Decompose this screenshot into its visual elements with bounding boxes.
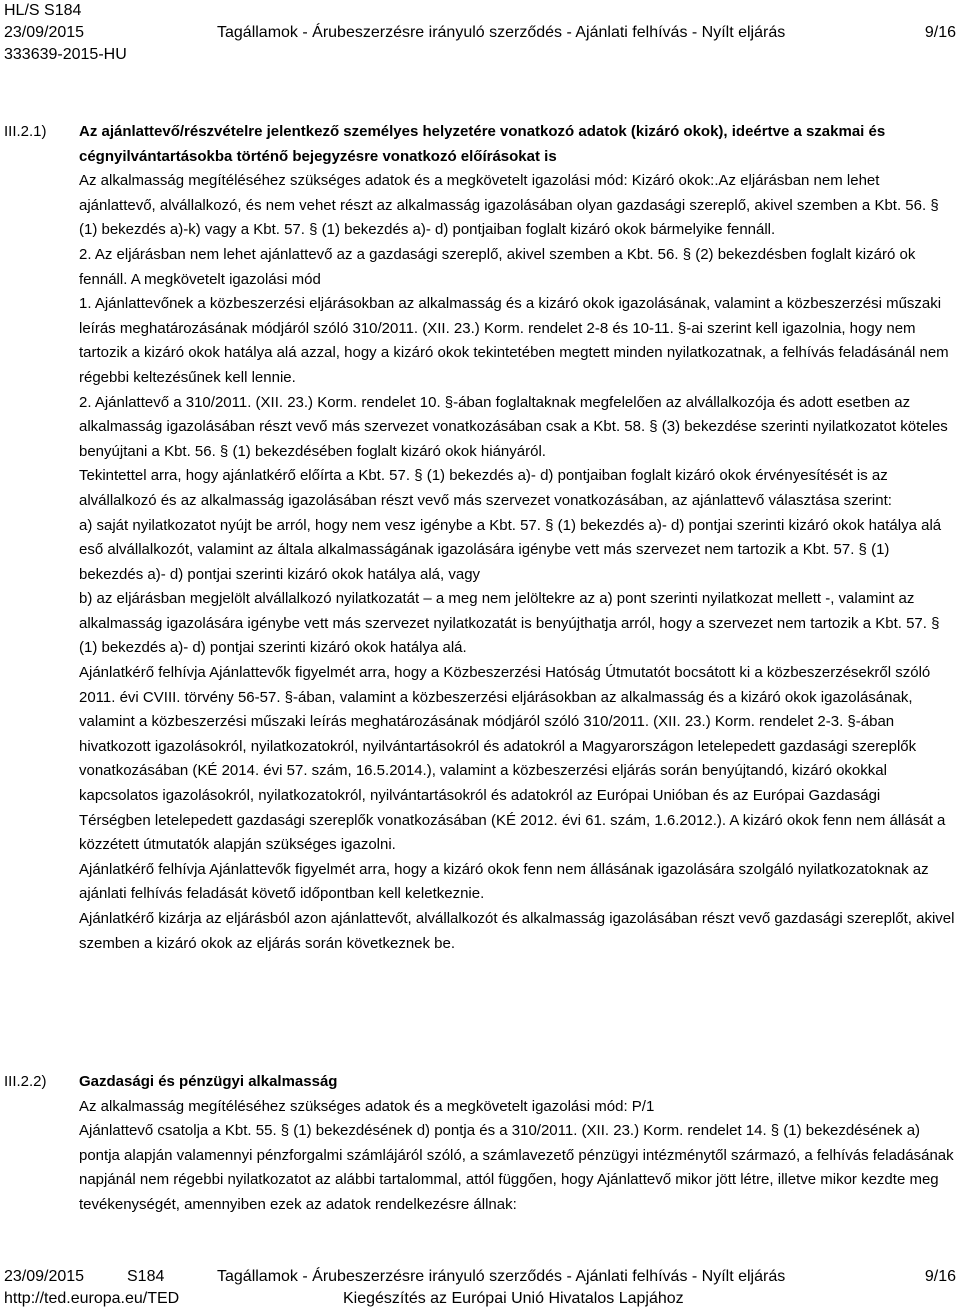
header-ref: 333639-2015-HU	[4, 46, 127, 63]
header-title: Tagállamok - Árubeszerzésre irányuló szerződés - Ajánlati felhívás - Nyílt eljárás	[217, 24, 786, 41]
paragraph: Ajánlatkérő felhívja Ajánlattevők figyelmét arra, hogy a Közbeszerzési Hatóság Útmutatót bocsátott ki a közbeszerzésekről szóló 2011. évi CVIII. törvény 56-57. §-ában, valamint a közbeszerzési eljárásokban az alkalmasság és a kizáró okok igazolásának, valamint a közbeszerzési műszaki leírás meghatározásának módjáról szóló 310/2011. (XII. 23.) Korm. rendelet 2-3. §-ában hivatkozott igazolásokról, nyilatkozatokról, nyilvántartásokról és adatokról a Magyarországon letelepedett gazdasági szereplők vonatkozásában (KÉ 2014. évi 57. szám, 16.5.2014.), valamint a közbeszerzési eljárás során benyújtandó, kizáró okokkal kapcsolatos igazolásokról, nyilatkozatokról, nyilvántartásokról és adatokról az Európai Unióban és az Európai Gazdasági Térségben letelepedett gazdasági szereplők vonatkozásában (KÉ 2012. évi 61. szám, 1.6.2012.). A kizáró okok fenn nem állását a közzétett útmutatók alapján szükséges igazolni.	[79, 664, 946, 854]
section-heading: Az ajánlattevő/részvételre jelentkező személyes helyzetére vonatkozó adatok (kizáró okok), ideértve a szakmai és cégnyilvántartásokba történő bejegyzésre vonatkozó előírásokat is	[79, 123, 886, 165]
footer-publisher: Kiegészítés az Európai Unió Hivatalos Lapjához	[343, 1290, 684, 1307]
paragraph: 2. Az eljárásban nem lehet ajánlattevő az a gazdasági szereplő, akivel szemben a Kbt. 56. § (2) bekezdésben foglalt kizáró ok fennáll. A megkövetelt igazolási mód	[79, 245, 916, 288]
header-page-number: 9/16	[924, 24, 956, 41]
header-doc-id: HL/S S184	[4, 2, 82, 19]
paragraph: 2. Ajánlattevő a 310/2011. (XII. 23.) Korm. rendelet 10. §-ában foglaltaknak megfelelően az alvállalkozója és adott esetben az alkalmasság igazolásában részt vevő más szervezet vonatkozásában csak a Kbt. 58. § (3) bekezdése szerinti nyilatkozatot köteles benyújtani a Kbt. 56. § (1) bekezdésében foglalt kizáró okok hiányáról.	[79, 393, 948, 460]
section-heading: Gazdasági és pénzügyi alkalmasság	[79, 1073, 338, 1090]
section-body	[79, 1070, 955, 1218]
paragraph: 1. Ajánlattevőnek a közbeszerzési eljárásokban az alkalmasság és a kizáró okok igazolásának, valamint a közbeszerzési műszaki leírás meghatározásának módjáról szóló 310/2011. (XII. 23.) Korm. rendelet 2-8 és 10-11. §-ai szerint kell igazolnia, hogy nem tartozik a kizáró okok hatálya alá azzal, hogy a kizáró okok tekintetében megtett minden nyilatkozatnak, a felhívás feladásánál nem régebbi keltezésűnek kell lennie.	[79, 295, 949, 386]
section-body	[79, 120, 955, 956]
footer-url[interactable]: http://ted.europa.eu/TED	[4, 1290, 180, 1307]
paragraph: Ajánlatkérő kizárja az eljárásból azon ajánlattevőt, alvállalkozót és alkalmasság igazolásában részt vevő gazdasági szereplőt, akivel szemben a kizáró okok az eljárás során következnek be.	[79, 910, 955, 952]
paragraph: Tekintettel arra, hogy ajánlatkérő előírta a Kbt. 57. § (1) bekezdés a)- d) pontjaiban foglalt kizáró okok érvényesítését is az alvállalkozó és az alkalmasság igazolásában részt vevő más szervezet vonatkozásában, az ajánlattevő választása szerint:	[79, 467, 892, 509]
footer-date: 23/09/2015	[4, 1268, 85, 1285]
paragraph: Az alkalmasság megítéléséhez szükséges adatok és a megkövetelt igazolási mód: P/1	[79, 1097, 655, 1115]
paragraph: b) az eljárásban megjelölt alvállalkozó nyilatkozatát – a meg nem jelöltekre az a) pont szerinti nyilatkozat mellett -, valamint az alkalmasság igazolására igénybe vett más szervezet nyilatkozatát is benyújthatja arról, hogy a szervezet nem tartozik a Kbt. 57. § (1) bekezdés a)- d) pontjai szerinti kizáró okok hatálya alá.	[79, 590, 940, 657]
paragraph: Az alkalmasság megítéléséhez szükséges adatok és a megkövetelt igazolási mód: Kizáró okok:.Az eljárásban nem lehet ajánlattevő, alvállalkozó, és nem vehet részt az alkalmasság igazolásában olyan gazdasági szereplő, akivel szemben a Kbt. 56. § (1) bekezdés a)-k) vagy a Kbt. 57. § (1) bekezdés a)- d) pontjaiban foglalt kizáró okok bármelyike fennáll.	[79, 172, 939, 239]
paragraph: Ajánlattevő csatolja a Kbt. 55. § (1) bekezdésének d) pontja és a 310/2011. (XII. 23.) Korm. rendelet 14. § (1) bekezdésének a) pontja alapján valamennyi pénzforgalmi számlájáról szóló, a számlavezető pénzügyi intézménytől származó, a felhívás feladásának napjánál nem régebbi nyilatkozatot az alábbi tartalommal, attól függően, hogy Ajánlattevő mikor jött létre, illetve mikor kezdte meg tevékenységét, amennyiben ezek az adatok rendelkezésre állnak:	[79, 1122, 954, 1213]
footer-page-number: 9/16	[924, 1268, 956, 1285]
header-date: 23/09/2015	[4, 24, 85, 41]
paragraph: Ajánlatkérő felhívja Ajánlattevők figyelmét arra, hogy a kizáró okok fenn nem állásának igazolására szolgáló nyilatkozatoknak az ajánlati felhívás feladását követő időpontban kell keletkeznie.	[79, 860, 929, 903]
section-number: III.2.1)	[4, 123, 47, 140]
footer-title: Tagállamok - Árubeszerzésre irányuló szerződés - Ajánlati felhívás - Nyílt eljárás	[217, 1268, 786, 1285]
section-number: III.2.2)	[4, 1073, 47, 1090]
paragraph: a) saját nyilatkozatot nyújt be arról, hogy nem vesz igénybe a Kbt. 57. § (1) bekezdés a)- d) pontjai szerinti kizáró okok hatálya alá eső alvállalkozót, valamint az általa alkalmasságának igazolására igénybe vett más szervezet nem tartozik a Kbt. 57. § (1) bekezdés a)- d) pontjai szerinti kizáró okok hatálya alá, vagy	[79, 516, 942, 583]
footer-series: S184	[127, 1268, 165, 1285]
